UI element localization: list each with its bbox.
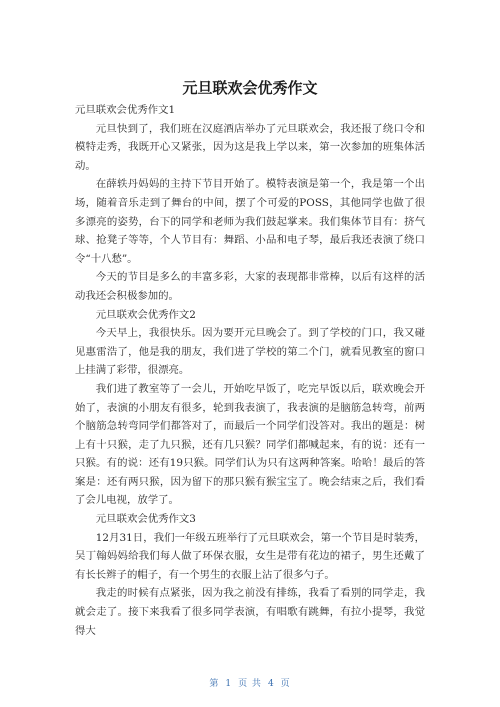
page-current: 1 <box>225 679 233 689</box>
paragraph: 元旦联欢会优秀作文3 <box>95 513 196 526</box>
paragraph: 元旦联欢会优秀作文2 <box>95 308 196 321</box>
paragraph: 在薛轶丹妈妈的主持下节目开始了。模特表演是第一个，我是第一个出场，随着音乐走到了舞台的中间，摆了个可爱的POSS，其他同学也做了很多漂亮的姿势，台下的同学和老师为我们鼓起掌来。我们集体节目有：挤气球、抢凳子等等，个人节目有：舞蹈、小品和电子琴，最后我还表演了绕口令“十八愁”。 <box>75 178 425 265</box>
page-prefix: 第 <box>209 679 220 689</box>
paragraph: 我们进了教室等了一会儿，开始吃早饭了，吃完早饭以后，联欢晚会开始了，表演的小朋友有很多，轮到我表演了，我表演的是脑筋急转弯，前两个脑筋急转弯同学们都答对了，而最后一个同学们没答对。我出的题是：树上有十只猴，走了九只猴，还有几只猴？同学们都喊起来，有的说：还有一只猴。有的说：还有19只猴。同学们认为只有这两种答案。哈哈！最后的答案是：还有两只猴，因为留下的那只猴有猴宝宝了。晚会结束之后，我们看了会儿电视，放学了。 <box>75 382 425 507</box>
page-total: 4 <box>267 679 275 689</box>
document-title: 元旦联欢会优秀作文 <box>182 79 318 97</box>
page-suffix: 页 <box>280 679 291 689</box>
paragraph: 12月31日，我们一年级五班举行了元旦联欢会，第一个节目是时装秀，吴丁翰妈妈给我们每人做了环保衣服，女生是带有花边的裙子，男生还戴了有长长辫子的帽子，有一个男生的衣服上沾了很多勺子。 <box>75 531 425 581</box>
document-body <box>75 101 425 640</box>
page-mid: 页 共 <box>238 679 262 689</box>
paragraph: 元旦快到了，我们班在汉庭酒店举办了元旦联欢会，我还报了绕口令和模特走秀，我既开心又紧张，因为这是我上学以来，第一次参加的班集体活动。 <box>75 122 425 172</box>
paragraph: 我走的时候有点紧张，因为我之前没有排练，我看了看别的同学走，我就会走了。接下来我看了很多同学表演，有唱歌有跳舞，有拉小提琴，我觉得大 <box>75 587 425 637</box>
page-footer <box>0 679 500 690</box>
paragraph: 元旦联欢会优秀作文1 <box>75 104 176 116</box>
paragraph: 今天早上，我很快乐。因为要开元旦晚会了。到了学校的门口，我又碰见惠雷浩了，他是我的朋友，我们进了学校的第二个门，就看见教室的窗口上挂满了彩带，很漂亮。 <box>75 327 425 377</box>
paragraph: 今天的节目是多么的丰富多彩，大家的表现都非常棒，以后有这样的活动我还会积极参加的。 <box>75 271 425 302</box>
